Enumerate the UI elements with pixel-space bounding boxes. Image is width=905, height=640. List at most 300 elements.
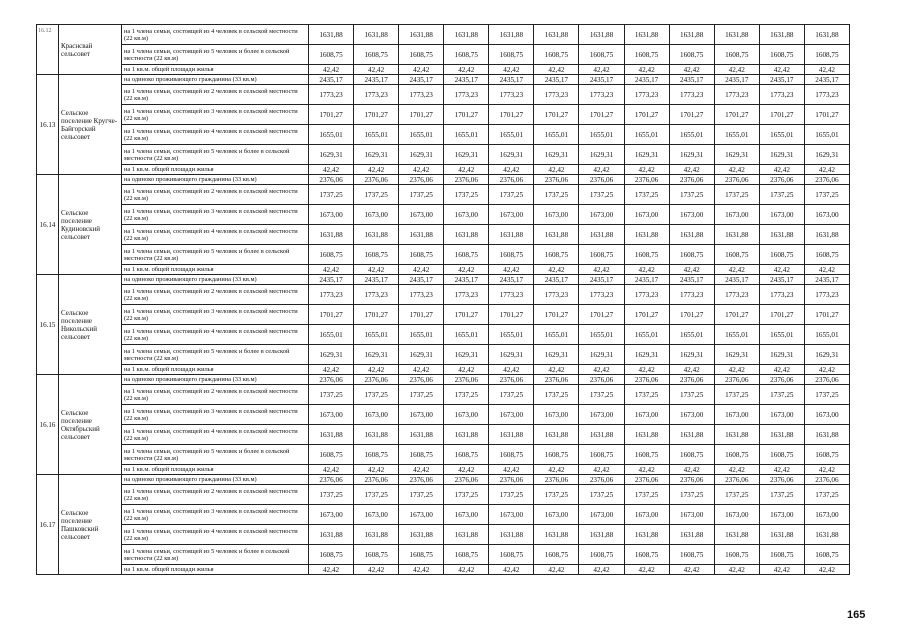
table-row	[37, 225, 850, 245]
value-cell: 1631,88	[309, 425, 354, 445]
value-cell: 42,42	[444, 165, 489, 175]
value-cell: 42,42	[534, 165, 579, 175]
value-cell: 2435,17	[804, 75, 849, 85]
value-cell: 42,42	[309, 465, 354, 475]
norm-description-cell: на 1 члена семьи, состоящей из 4 человек в сельской местности (22 кв.м)	[122, 225, 309, 245]
value-cell: 42,42	[354, 365, 399, 375]
value-cell: 2435,17	[309, 75, 354, 85]
value-cell: 1773,23	[309, 85, 354, 105]
value-cell: 1655,01	[669, 125, 714, 145]
value-cell: 1608,75	[309, 45, 354, 65]
value-cell: 42,42	[579, 65, 624, 75]
value-cell: 2435,17	[444, 75, 489, 85]
value-cell: 1631,88	[354, 225, 399, 245]
value-cell: 1701,27	[309, 305, 354, 325]
value-cell: 1608,75	[669, 45, 714, 65]
value-cell: 1631,88	[669, 225, 714, 245]
norm-description-cell: на 1 члена семьи, состоящей из 2 человек в сельской местности (22 кв.м)	[122, 85, 309, 105]
norm-description-cell: на 1 члена семьи, состоящей из 5 человек и более в сельской местности (22 кв.м)	[122, 445, 309, 465]
value-cell: 42,42	[804, 565, 849, 575]
value-cell: 42,42	[399, 465, 444, 475]
value-cell: 2376,06	[714, 375, 759, 385]
value-cell: 42,42	[444, 265, 489, 275]
value-cell: 1701,27	[759, 105, 804, 125]
value-cell: 1673,00	[354, 205, 399, 225]
value-cell: 1629,31	[444, 345, 489, 365]
settlement-name-cell: Сельское поселение Пашковский сельсовет	[59, 475, 122, 575]
value-cell: 2376,06	[579, 475, 624, 485]
value-cell: 1631,88	[804, 425, 849, 445]
value-cell: 1629,31	[399, 145, 444, 165]
value-cell: 42,42	[444, 65, 489, 75]
value-cell: 1629,31	[759, 345, 804, 365]
value-cell: 2376,06	[804, 475, 849, 485]
value-cell: 1673,00	[399, 205, 444, 225]
value-cell: 42,42	[579, 265, 624, 275]
value-cell: 42,42	[444, 465, 489, 475]
value-cell: 42,42	[579, 165, 624, 175]
value-cell: 1773,23	[579, 85, 624, 105]
norm-description-cell: на 1 члена семьи, состоящей из 2 человек в сельской местности (22 кв.м)	[122, 185, 309, 205]
value-cell: 1631,88	[579, 525, 624, 545]
tariff-table	[36, 24, 850, 575]
value-cell: 2376,06	[534, 475, 579, 485]
value-cell: 2376,06	[399, 175, 444, 185]
value-cell: 1631,88	[399, 225, 444, 245]
value-cell: 2376,06	[444, 175, 489, 185]
value-cell: 1608,75	[714, 545, 759, 565]
value-cell: 2376,06	[804, 375, 849, 385]
value-cell: 1608,75	[624, 245, 669, 265]
norm-description-cell: на 1 члена семьи, состоящей из 4 человек в сельской местности (22 кв.м)	[122, 525, 309, 545]
value-cell: 42,42	[759, 565, 804, 575]
value-cell: 1631,88	[624, 525, 669, 545]
table-row	[37, 385, 850, 405]
value-cell: 1655,01	[489, 125, 534, 145]
value-cell: 42,42	[354, 565, 399, 575]
value-cell: 2435,17	[579, 275, 624, 285]
norm-description-cell: на 1 члена семьи, состоящей из 4 человек в сельской местности (22 кв.м)	[122, 325, 309, 345]
value-cell: 1608,75	[399, 45, 444, 65]
value-cell: 1631,88	[759, 25, 804, 45]
value-cell: 1773,23	[804, 285, 849, 305]
value-cell: 2376,06	[669, 375, 714, 385]
value-cell: 1737,25	[759, 185, 804, 205]
norm-description-cell: на 1 члена семьи, состоящей из 5 человек и более в сельской местности (22 кв.м)	[122, 145, 309, 165]
value-cell: 1629,31	[714, 145, 759, 165]
value-cell: 2435,17	[399, 275, 444, 285]
value-cell: 1701,27	[759, 305, 804, 325]
value-cell: 42,42	[759, 465, 804, 475]
value-cell: 1701,27	[309, 105, 354, 125]
value-cell: 1608,75	[579, 245, 624, 265]
table-row	[37, 265, 850, 275]
value-cell: 1737,25	[444, 385, 489, 405]
value-cell: 1655,01	[714, 125, 759, 145]
value-cell: 1631,88	[399, 425, 444, 445]
value-cell: 2376,06	[579, 375, 624, 385]
value-cell: 1631,88	[489, 25, 534, 45]
value-cell: 1608,75	[444, 45, 489, 65]
value-cell: 1673,00	[714, 405, 759, 425]
value-cell: 1631,88	[534, 525, 579, 545]
value-cell: 2376,06	[399, 475, 444, 485]
value-cell: 2435,17	[669, 275, 714, 285]
value-cell: 1608,75	[624, 545, 669, 565]
value-cell: 42,42	[399, 265, 444, 275]
value-cell: 1673,00	[624, 505, 669, 525]
value-cell: 1608,75	[579, 445, 624, 465]
value-cell: 1629,31	[669, 145, 714, 165]
value-cell: 1773,23	[354, 85, 399, 105]
value-cell: 1631,88	[399, 525, 444, 545]
value-cell: 42,42	[579, 365, 624, 375]
value-cell: 1608,75	[354, 245, 399, 265]
value-cell: 42,42	[534, 565, 579, 575]
value-cell: 1608,75	[444, 545, 489, 565]
value-cell: 1608,75	[399, 545, 444, 565]
value-cell: 2376,06	[714, 475, 759, 485]
value-cell: 1655,01	[579, 125, 624, 145]
norm-description-cell: на 1 кв.м. общей площади жилья	[122, 565, 309, 575]
value-cell: 1629,31	[669, 345, 714, 365]
value-cell: 42,42	[534, 365, 579, 375]
value-cell: 1629,31	[624, 345, 669, 365]
value-cell: 1673,00	[804, 205, 849, 225]
value-cell: 2376,06	[624, 375, 669, 385]
value-cell: 1701,27	[354, 105, 399, 125]
value-cell: 1631,88	[354, 25, 399, 45]
value-cell: 42,42	[624, 265, 669, 275]
value-cell: 42,42	[669, 465, 714, 475]
value-cell: 1631,88	[579, 25, 624, 45]
value-cell: 42,42	[354, 465, 399, 475]
value-cell: 42,42	[309, 365, 354, 375]
value-cell: 2376,06	[759, 175, 804, 185]
value-cell: 1608,75	[354, 545, 399, 565]
value-cell: 2376,06	[489, 375, 534, 385]
value-cell: 1608,75	[669, 545, 714, 565]
value-cell: 1608,75	[534, 245, 579, 265]
value-cell: 1655,01	[354, 125, 399, 145]
value-cell: 2376,06	[714, 175, 759, 185]
value-cell: 1608,75	[534, 445, 579, 465]
value-cell: 1631,88	[309, 25, 354, 45]
norm-description-cell: на 1 члена семьи, состоящей из 2 человек в сельской местности (22 кв.м)	[122, 285, 309, 305]
value-cell: 1773,23	[534, 285, 579, 305]
value-cell: 42,42	[714, 65, 759, 75]
value-cell: 1631,88	[444, 425, 489, 445]
value-cell: 1631,88	[714, 225, 759, 245]
value-cell: 2435,17	[534, 75, 579, 85]
value-cell: 1608,75	[579, 45, 624, 65]
value-cell: 1655,01	[309, 125, 354, 145]
value-cell: 1608,75	[444, 445, 489, 465]
value-cell: 1773,23	[759, 285, 804, 305]
value-cell: 42,42	[399, 365, 444, 375]
value-cell: 1655,01	[624, 325, 669, 345]
norm-description-cell: на 1 члена семьи, состоящей из 2 человек в сельской местности (22 кв.м)	[122, 385, 309, 405]
value-cell: 1737,25	[399, 185, 444, 205]
value-cell: 42,42	[669, 265, 714, 275]
value-cell: 1631,88	[444, 525, 489, 545]
value-cell: 1608,75	[759, 445, 804, 465]
value-cell: 1673,00	[534, 205, 579, 225]
value-cell: 1629,31	[759, 145, 804, 165]
value-cell: 2376,06	[354, 175, 399, 185]
value-cell: 1608,75	[444, 245, 489, 265]
value-cell: 1655,01	[444, 325, 489, 345]
value-cell: 2435,17	[804, 275, 849, 285]
value-cell: 42,42	[759, 265, 804, 275]
value-cell: 42,42	[624, 65, 669, 75]
value-cell: 1631,88	[669, 525, 714, 545]
value-cell: 1655,01	[624, 125, 669, 145]
value-cell: 1608,75	[354, 445, 399, 465]
value-cell: 42,42	[309, 165, 354, 175]
table-row	[37, 165, 850, 175]
value-cell: 42,42	[489, 165, 534, 175]
value-cell: 1608,75	[309, 445, 354, 465]
value-cell: 1673,00	[489, 205, 534, 225]
value-cell: 1631,88	[759, 225, 804, 245]
table-row	[37, 175, 850, 185]
value-cell: 1608,75	[804, 445, 849, 465]
table-row	[37, 85, 850, 105]
value-cell: 1737,25	[669, 185, 714, 205]
value-cell: 1631,88	[714, 25, 759, 45]
value-cell: 1701,27	[624, 305, 669, 325]
row-number-cell: 16.17	[37, 475, 59, 575]
value-cell: 1608,75	[579, 545, 624, 565]
value-cell: 1631,88	[804, 525, 849, 545]
value-cell: 1701,27	[669, 305, 714, 325]
value-cell: 1631,88	[669, 425, 714, 445]
value-cell: 1655,01	[309, 325, 354, 345]
value-cell: 1737,25	[354, 185, 399, 205]
value-cell: 1655,01	[534, 325, 579, 345]
value-cell: 2435,17	[399, 75, 444, 85]
value-cell: 42,42	[354, 65, 399, 75]
value-cell: 1629,31	[579, 345, 624, 365]
value-cell: 42,42	[624, 165, 669, 175]
value-cell: 1608,75	[534, 545, 579, 565]
value-cell: 2376,06	[759, 375, 804, 385]
value-cell: 42,42	[714, 565, 759, 575]
row-number-cell: 16.14	[37, 175, 59, 275]
norm-description-cell: на одиноко проживающего гражданина (33 кв.м)	[122, 75, 309, 85]
value-cell: 1737,25	[579, 185, 624, 205]
value-cell: 1631,88	[444, 225, 489, 245]
value-cell: 1737,25	[354, 485, 399, 505]
value-cell: 1673,00	[714, 205, 759, 225]
value-cell: 1701,27	[354, 305, 399, 325]
value-cell: 42,42	[579, 565, 624, 575]
value-cell: 1629,31	[714, 345, 759, 365]
value-cell: 1608,75	[759, 245, 804, 265]
value-cell: 1737,25	[534, 385, 579, 405]
value-cell: 1673,00	[669, 505, 714, 525]
value-cell: 1701,27	[804, 305, 849, 325]
value-cell: 1631,88	[624, 25, 669, 45]
value-cell: 1629,31	[624, 145, 669, 165]
value-cell: 1701,27	[399, 305, 444, 325]
value-cell: 1773,23	[714, 285, 759, 305]
value-cell: 42,42	[624, 565, 669, 575]
value-cell: 1608,75	[354, 45, 399, 65]
value-cell: 1608,75	[714, 45, 759, 65]
value-cell: 1737,25	[804, 485, 849, 505]
norm-description-cell: на одиноко проживающего гражданина (33 кв.м)	[122, 175, 309, 185]
value-cell: 1737,25	[804, 385, 849, 405]
norm-description-cell: на 1 члена семьи, состоящей из 5 человек и более в сельской местности (22 кв.м)	[122, 45, 309, 65]
row-number-cell: 16.16	[37, 375, 59, 475]
value-cell: 1655,01	[399, 325, 444, 345]
value-cell: 1629,31	[309, 145, 354, 165]
value-cell: 2435,17	[354, 75, 399, 85]
value-cell: 42,42	[489, 265, 534, 275]
value-cell: 42,42	[399, 65, 444, 75]
value-cell: 2435,17	[354, 275, 399, 285]
norm-description-cell: на 1 члена семьи, состоящей из 5 человек и более в сельской местности (22 кв.м)	[122, 345, 309, 365]
value-cell: 1631,88	[804, 225, 849, 245]
value-cell: 1629,31	[399, 345, 444, 365]
value-cell: 1631,88	[624, 225, 669, 245]
value-cell: 1655,01	[489, 325, 534, 345]
settlement-name-cell: Сельское поселение Кудиновский сельсовет	[59, 175, 122, 275]
table-row	[37, 245, 850, 265]
value-cell: 42,42	[669, 65, 714, 75]
value-cell: 1737,25	[714, 485, 759, 505]
norm-description-cell: на 1 члена семьи, состоящей из 3 человек в сельской местности (22 кв.м)	[122, 405, 309, 425]
value-cell: 42,42	[309, 565, 354, 575]
value-cell: 1773,23	[624, 285, 669, 305]
value-cell: 1629,31	[534, 345, 579, 365]
value-cell: 1655,01	[444, 125, 489, 145]
value-cell: 1631,88	[534, 425, 579, 445]
table-row	[37, 75, 850, 85]
value-cell: 1737,25	[669, 485, 714, 505]
table-row	[37, 375, 850, 385]
value-cell: 1773,23	[399, 285, 444, 305]
value-cell: 1629,31	[489, 145, 534, 165]
value-cell: 42,42	[309, 265, 354, 275]
norm-description-cell: на 1 члена семьи, состоящей из 5 человек и более в сельской местности (22 кв.м)	[122, 245, 309, 265]
value-cell: 1608,75	[804, 545, 849, 565]
value-cell: 2376,06	[804, 175, 849, 185]
value-cell: 1737,25	[804, 185, 849, 205]
value-cell: 1655,01	[354, 325, 399, 345]
value-cell: 1629,31	[354, 345, 399, 365]
value-cell: 1655,01	[669, 325, 714, 345]
value-cell: 1701,27	[579, 305, 624, 325]
value-cell: 1673,00	[669, 205, 714, 225]
table-row	[37, 485, 850, 505]
norm-description-cell: на 1 члена семьи, состоящей из 5 человек и более в сельской местности (22 кв.м)	[122, 545, 309, 565]
value-cell: 2435,17	[579, 75, 624, 85]
value-cell: 1673,00	[624, 205, 669, 225]
value-cell: 42,42	[489, 365, 534, 375]
value-cell: 2376,06	[489, 475, 534, 485]
value-cell: 2376,06	[669, 475, 714, 485]
value-cell: 2435,17	[624, 275, 669, 285]
table-row	[37, 105, 850, 125]
value-cell: 1631,88	[354, 525, 399, 545]
value-cell: 2435,17	[669, 75, 714, 85]
value-cell: 2435,17	[624, 75, 669, 85]
value-cell: 1673,00	[804, 405, 849, 425]
settlement-name-cell: Сельское поселение Кругче-Байгорский сельсовет	[59, 75, 122, 175]
table-row	[37, 345, 850, 365]
value-cell: 42,42	[309, 65, 354, 75]
value-cell: 1673,00	[669, 405, 714, 425]
value-cell: 42,42	[714, 165, 759, 175]
value-cell: 1737,25	[624, 385, 669, 405]
value-cell: 42,42	[489, 565, 534, 575]
value-cell: 1773,23	[489, 85, 534, 105]
value-cell: 1773,23	[669, 85, 714, 105]
value-cell: 2435,17	[759, 275, 804, 285]
value-cell: 1629,31	[804, 145, 849, 165]
value-cell: 1773,23	[579, 285, 624, 305]
value-cell: 1673,00	[309, 205, 354, 225]
value-cell: 1701,27	[489, 305, 534, 325]
value-cell: 42,42	[759, 65, 804, 75]
value-cell: 1608,75	[309, 245, 354, 265]
value-cell: 1737,25	[309, 385, 354, 405]
table-row	[37, 465, 850, 475]
table-row	[37, 145, 850, 165]
value-cell: 42,42	[354, 265, 399, 275]
value-cell: 1701,27	[714, 305, 759, 325]
value-cell: 1737,25	[534, 185, 579, 205]
value-cell: 1737,25	[309, 485, 354, 505]
value-cell: 1773,23	[309, 285, 354, 305]
value-cell: 2435,17	[444, 275, 489, 285]
value-cell: 1608,75	[714, 245, 759, 265]
value-cell: 1737,25	[399, 385, 444, 405]
value-cell: 1701,27	[669, 105, 714, 125]
value-cell: 1673,00	[534, 505, 579, 525]
value-cell: 2435,17	[534, 275, 579, 285]
row-number-cell: 16.13	[37, 75, 59, 175]
norm-description-cell: на 1 члена семьи, состоящей из 3 человек в сельской местности (22 кв.м)	[122, 205, 309, 225]
value-cell: 2376,06	[669, 175, 714, 185]
value-cell: 1631,88	[759, 525, 804, 545]
value-cell: 1737,25	[714, 185, 759, 205]
table-row	[37, 285, 850, 305]
value-cell: 1737,25	[489, 185, 534, 205]
value-cell: 42,42	[624, 365, 669, 375]
table-row	[37, 205, 850, 225]
table-row	[37, 125, 850, 145]
value-cell: 1608,75	[624, 445, 669, 465]
value-cell: 1673,00	[804, 505, 849, 525]
value-cell: 1655,01	[804, 125, 849, 145]
value-cell: 1631,88	[309, 225, 354, 245]
value-cell: 1701,27	[714, 105, 759, 125]
value-cell: 1737,25	[714, 385, 759, 405]
value-cell: 1673,00	[534, 405, 579, 425]
norm-description-cell: на 1 члена семьи, состоящей из 4 человек в сельской местности (22 кв.м)	[122, 25, 309, 45]
value-cell: 1608,75	[624, 45, 669, 65]
value-cell: 1673,00	[309, 405, 354, 425]
value-cell: 1737,25	[399, 485, 444, 505]
value-cell: 1737,25	[759, 485, 804, 505]
norm-description-cell: на 1 кв.м. общей площади жилья	[122, 265, 309, 275]
norm-description-cell: на 1 кв.м. общей площади жилья	[122, 465, 309, 475]
value-cell: 42,42	[714, 265, 759, 275]
